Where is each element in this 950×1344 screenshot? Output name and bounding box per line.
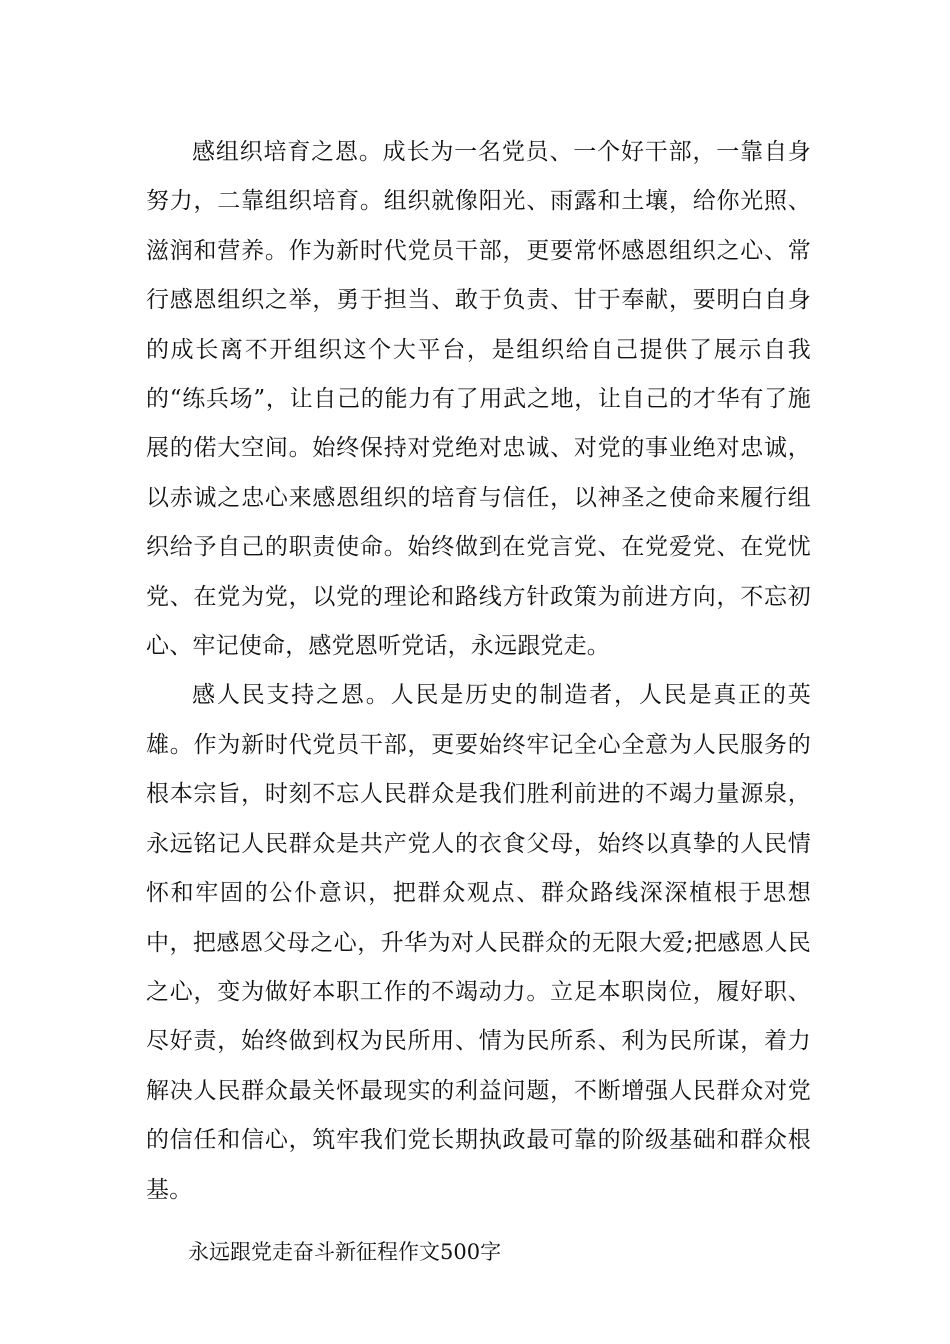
paragraph-people: 感人民支持之恩。人民是历史的制造者，人民是真正的英雄。作为新时代党员干部，更要始终牢记全心全意为人民服务的根本宗旨，时刻不忘人民群众是我们胜利前进的不竭力量源泉，永远铭记人民群众是共产党人的衣食父母，始终以真挚的人民情怀和牢固的公仆意识，把群众观点、群众路线深深植根于思想中，把感恩父母之心，升华为对人民群众的无限大爱;把感恩人民之心，变为做好本职工作的不竭动力。立足本职岗位，履好职、尽好责，始终做到权为民所用、情为民所系、利为民所谋，着力解决人民群众最关怀最现实的利益问题，不断增强人民群众对党的信任和信心，筑牢我们党长期执政最可靠的阶级基础和群众根基。 [146,682,811,1203]
paragraph-organization: 感组织培育之恩。成长为一名党员、一个好干部，一靠自身努力，二靠组织培育。组织就像阳光、雨露和土壤，给你光照、滋润和营养。作为新时代党员干部，更要常怀感恩组织之心、常行感恩组织之举，勇于担当、敢于负责、甘于奉献，要明白自身的成长离不开组织这个大平台，是组织给自己提供了展示自我的“练兵场”，让自己的能力有了用武之地，让自己的才华有了施展的偌大空间。始终保持对党绝对忠诚、对党的事业绝对忠诚，以赤诚之忠心来感恩组织的培育与信任，以神圣之使命来履行组织给予自己的职责使命。始终做到在党言党、在党爱党、在党忧党、在党为党，以党的理论和路线方针政策为前进方向，不忘初心、牢记使命，感党恩听党话，永远跟党走。 [146,139,811,660]
section-title: 永远跟党走奋斗新征程作文500字 [188,1239,502,1264]
document-page [146,128,811,1277]
